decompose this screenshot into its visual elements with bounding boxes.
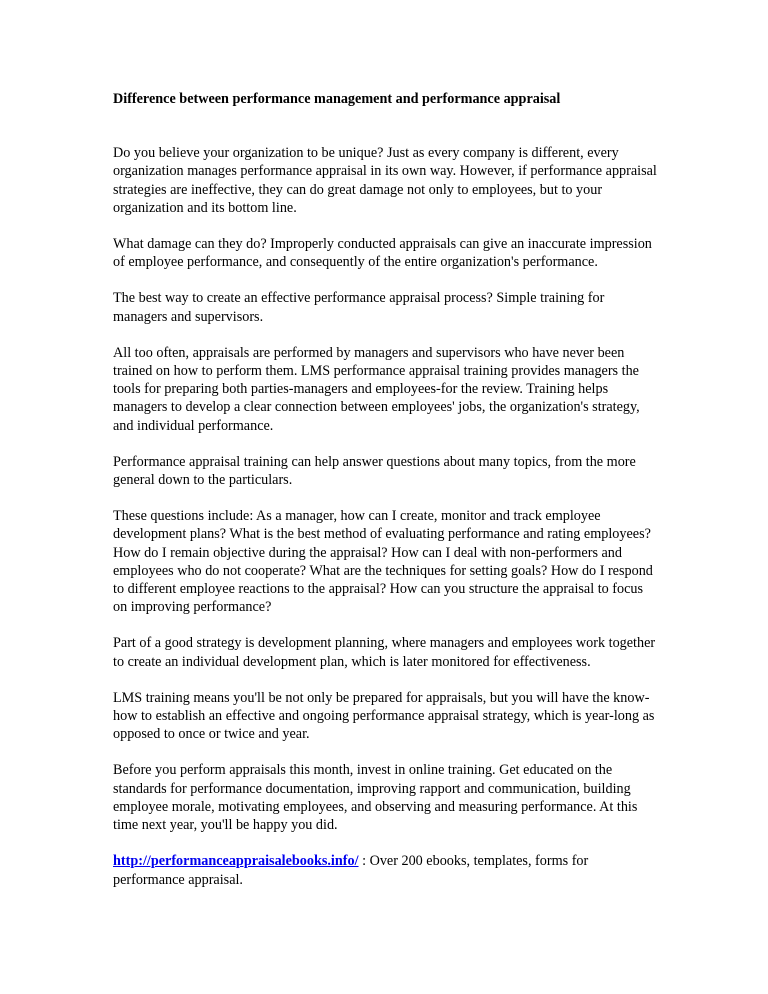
paragraph: All too often, appraisals are performed by managers and supervisors who have never been trained on how to perform them. LMS performance appraisal training provides managers the tools for preparing both parties-managers and employees-for the review. Training helps managers to develop a clear connection between employees' jobs, the organization's strategy, and individual performance.	[113, 344, 640, 434]
paragraph: Do you believe your organization to be unique? Just as every company is different, every organization manages performance appraisal in its own way. However, if performance appraisal strategies are ineffective, they can do great damage not only to employees, but to your organization and its bottom line.	[113, 145, 657, 216]
paragraph: The best way to create an effective performance appraisal process? Simple training for managers and supervisors.	[113, 290, 605, 325]
footer-text: : Over 200 ebooks, templates, forms for performance appraisal.	[113, 853, 589, 888]
document-title: Difference between performance management and performance appraisal	[113, 91, 561, 107]
footer-paragraph	[113, 852, 658, 888]
ebooks-link[interactable]: http://performanceappraisalebooks.info/	[113, 853, 359, 870]
paragraph: Performance appraisal training can help answer questions about many topics, from the more general down to the particulars.	[113, 453, 636, 489]
paragraph: These questions include: As a manager, how can I create, monitor and track employee development plans? What is the best method of evaluating performance and rating employees? How do I remain objective during the appraisal? How can I deal with non-performers and employees who do not cooperate? What are the techniques for setting goals? How do I respond to different employee reactions to the appraisal? How can you structure the appraisal to focus on improving performance?	[113, 508, 653, 616]
paragraph: Before you perform appraisals this month, invest in online training. Get educated on the standards for performance documentation, improving rapport and communication, building employee morale, motivating employees, and observing and measuring performance. At this time next year, you'll be happy you did.	[113, 762, 638, 834]
document-body	[113, 90, 658, 907]
paragraph: LMS training means you'll be not only be prepared for appraisals, but you will have the know-how to establish an effective and ongoing performance appraisal strategy, which is year-long as opposed to once or twice and year.	[113, 689, 655, 743]
paragraph: Part of a good strategy is development planning, where managers and employees work together to create an individual development plan, which is later monitored for effectiveness.	[113, 635, 656, 670]
paragraph: What damage can they do? Improperly conducted appraisals can give an inaccurate impression of employee performance, and consequently of the entire organization's performance.	[113, 236, 652, 271]
